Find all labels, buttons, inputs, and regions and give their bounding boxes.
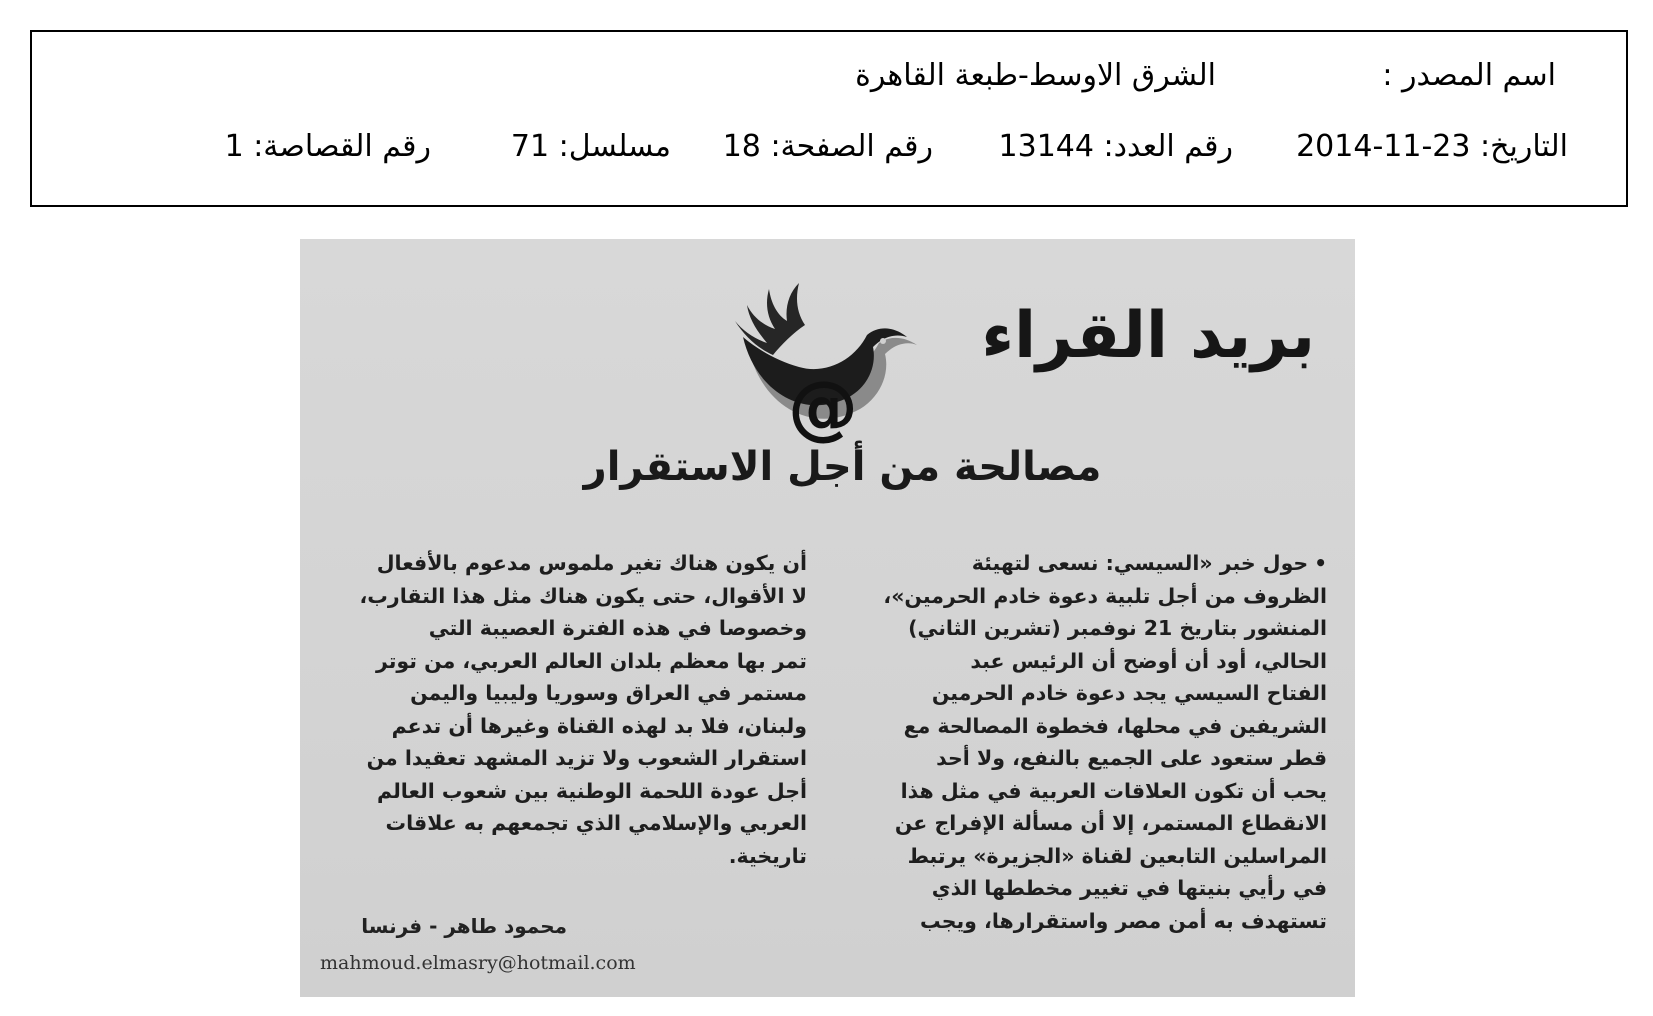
article-line: أن يكون هناك تغير ملموس مدعوم بالأفعال [376, 551, 807, 575]
article-column-right [837, 547, 1327, 937]
source-label: اسم المصدر : [1382, 58, 1556, 93]
newspaper-clipping [300, 239, 1355, 997]
author-signature: محمود طاهر - فرنسا [361, 914, 567, 938]
article-line: وخصوصا في هذه الفترة العصيبة التي [428, 616, 807, 640]
clipping-info-box [30, 30, 1628, 207]
article-column-left [317, 547, 807, 872]
page-number-field: رقم الصفحة: 18 [722, 129, 933, 164]
bullet-icon: • [1314, 551, 1327, 575]
article-line: الحالي، أود أن أوضح أن الرئيس عبد [970, 648, 1327, 673]
article-line: استقرار الشعوب ولا تزيد المشهد تعقيدا من [366, 746, 807, 770]
article-line: الظروف من أجل تلبية دعوة خادم الحرمين»، [883, 583, 1327, 608]
article-line: العربي والإسلامي الذي تجمعهم به علاقات [385, 811, 807, 835]
article-line: •حول خبر «السيسي: نسعى لتهيئة [971, 551, 1327, 575]
article-line: يحب أن تكون العلاقات العربية في مثل هذا [900, 778, 1327, 803]
article-line: ولبنان، فلا بد لهذه القناة وغيرها أن تدعم [391, 713, 807, 738]
issue-number-field: رقم العدد: 13144 [998, 129, 1233, 164]
article-line: مستمر في العراق وسوريا وليبيا واليمن [410, 681, 807, 705]
article-title: مصالحة من أجل الاستقرار [583, 444, 1102, 490]
clip-number-field: رقم القصاصة: 1 [224, 129, 431, 164]
article-line: المراسلين التابعين لقناة «الجزيرة» يرتبط [907, 843, 1327, 868]
at-symbol: @ [788, 366, 858, 448]
date-field: التاريخ: 23-11-2014 [1296, 129, 1568, 164]
section-title: بريد القراء [981, 299, 1315, 373]
article-line: الشريفين في محلها، فخطوة المصالحة مع [903, 713, 1327, 738]
bird-icon [695, 259, 925, 459]
article-line: الفتاح السيسي يجد دعوة خادم الحرمين [931, 681, 1327, 705]
article-line: قطر ستعود على الجميع بالنفع، ولا أحد [936, 746, 1327, 770]
article-line: تاريخية. [728, 843, 807, 868]
article-line: لا الأقوال، حتى يكون هناك مثل هذا التقارب، [359, 583, 807, 608]
article-line: تمر بها معظم بلدان العالم العربي، من توتر [375, 648, 807, 673]
article-line: في رأيي بنيتها في تغيير مخططها الذي [931, 876, 1327, 900]
serial-number-field: مسلسل: 71 [510, 129, 671, 164]
article-line: أجل عودة اللحمة الوطنية بين شعوب العالم [377, 778, 807, 803]
author-email: mahmoud.elmasry@hotmail.com [320, 952, 636, 974]
source-value: الشرق الاوسط-طبعة القاهرة [855, 58, 1216, 93]
article-line: الانقطاع المستمر، إلا أن مسألة الإفراج عن [894, 811, 1327, 835]
article-line: تستهدف به أمن مصر واستقرارها، ويجب [920, 908, 1327, 933]
article-line: المنشور بتاريخ 21 نوفمبر (تشرين الثاني) [908, 616, 1327, 640]
